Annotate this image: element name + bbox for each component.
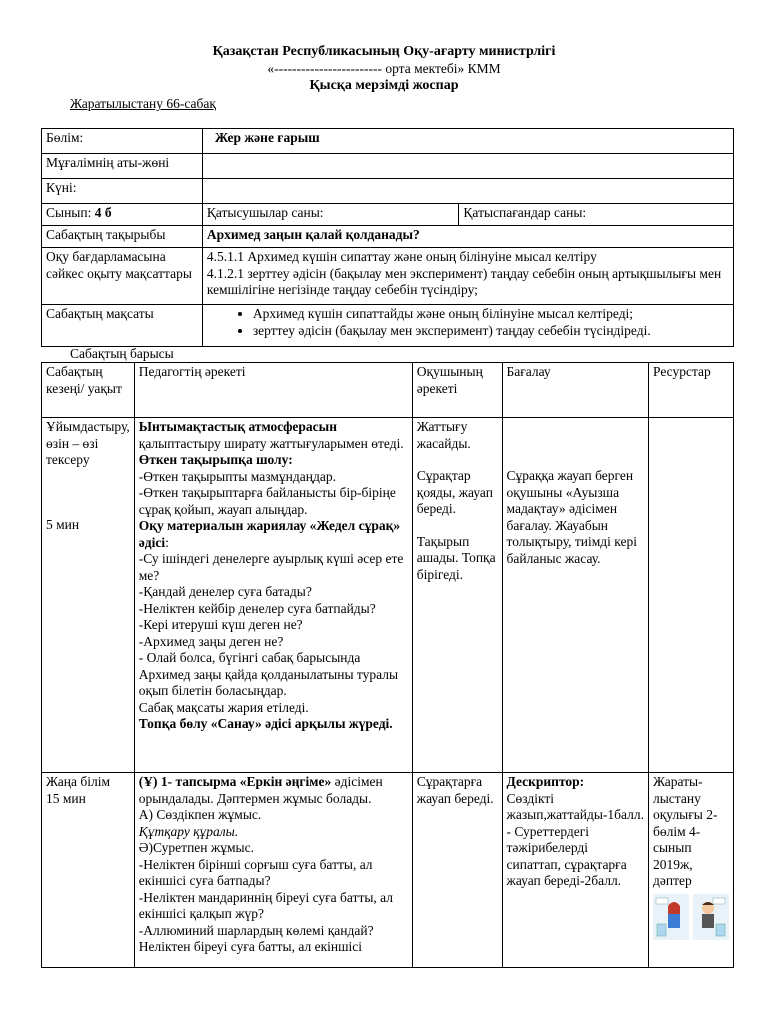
document-title: Қысқа мерзімді жоспар (309, 78, 459, 93)
class-value: 4 б (94, 205, 112, 220)
teacher-activity (134, 773, 412, 968)
teacher-label: Мұғалімнің аты-жөні (42, 154, 203, 179)
question-text: -Су ішіндегі денелерге ауырлық күші әсер ете ме? (138, 551, 404, 583)
student-activity (412, 418, 502, 773)
stage-cell (42, 773, 135, 968)
assessment (502, 418, 648, 773)
col-stage: Сабақтың кезеңі/ уақыт (42, 363, 135, 418)
question-text: -Неліктен кейбір денелер суға батпайды? (138, 600, 376, 616)
present-label: Қатысушылар саны: (202, 204, 459, 226)
activity-text: Құтқару құралы. (138, 823, 239, 839)
resources (648, 418, 733, 773)
activity-text: -Өткен тақырыпты мазмұндаңдар. (138, 468, 336, 484)
stage-name: Ұйымдастыру, өзін – өзі тексеру (46, 419, 130, 467)
activity-text: Ә)Суретпен жұмыс. (138, 840, 254, 855)
col-student: Оқушының әрекеті (412, 363, 502, 418)
teacher-value (202, 154, 733, 179)
aim-item: • зерттеу әдісін (бақылау мен эксперимент) таңдау себебін түсіндіреді. (253, 323, 729, 340)
boy-figure-icon (693, 894, 729, 940)
activity-text: қалыптастыру ширату жаттығуларымен өтеді. (138, 435, 404, 451)
activity-text: А) Сөздікпен жұмыс. (138, 807, 262, 822)
activity-heading: Өткен тақырыпқа шолу: (138, 452, 293, 467)
assessment-text: Сұраққа жауап берген оқушыны «Ауызша мадақтау» әдісімен бағалау. Жауабын толықтыру, тиімді кері байланыс жасау. (506, 468, 637, 566)
descriptor-text: Сөздікті жазып,жаттайды-1балл. (506, 790, 644, 822)
aim-label: Сабақтың мақсаты (42, 305, 203, 347)
student-text: Сұрақтар қояды, жауап береді. (416, 468, 493, 516)
activity-text: Сабақ мақсаты жария етіледі. (138, 699, 309, 715)
assessment (502, 773, 648, 968)
question-text: -Архимед заңы деген не? (138, 633, 284, 649)
question-text: -Неліктен бірінші сорғыш суға батты, ал екіншісі суға батпады? (138, 856, 373, 888)
lesson-number: Жаратылыстану 66-сабақ (70, 96, 216, 111)
resources (648, 773, 733, 968)
teacher-activity (134, 418, 412, 773)
lesson-flow-title: Сабақтың барысы (70, 346, 174, 361)
resources-text: Жараты-лыстану оқулығы 2-бөлім 4-сынып 2019ж, дәптер (652, 774, 718, 888)
lesson-info-table (41, 128, 734, 347)
student-text: Сұрақтарға жауап береді. (416, 774, 494, 806)
descriptor-text: - Суреттердегі тәжірибелерді сипаттап, сұрақтарға жауап береді-2балл. (506, 823, 627, 888)
section-label: Бөлім: (42, 129, 203, 154)
stage-name: Жаңа білім (46, 774, 110, 789)
topic-value: Архимед заңын қалай қолданады? (202, 226, 733, 248)
school-name: «------------------------ орта мектебі» КММ (267, 61, 501, 76)
topic-label: Сабақтың тақырыбы (42, 226, 203, 248)
date-label: Күні: (42, 179, 203, 204)
experiment-illustration (653, 894, 729, 940)
objective-item: 4.1.2.1 зерттеу әдісін (бақылау мен эксперимент) таңдау себебін оның артықшылығы мен кемшілігіне негізінде таңдау себебін түсіндіру; (206, 265, 722, 297)
activity-heading: (Ұ) 1- тапсырма «Еркін әңгіме» әдісімен орындалады. Дәптермен жұмыс болады. (138, 774, 383, 806)
question-text: -Қандай денелер суға батады? (138, 584, 312, 599)
stage-time: 5 мин (46, 516, 80, 532)
student-activity (412, 773, 502, 968)
aim-item: • Архимед күшін сипаттайды және оның білінуіне мысал келтіреді; (253, 306, 729, 323)
objectives-value (202, 248, 733, 305)
activity-heading: Топқа бөлу «Санау» әдісі арқылы жүреді. (138, 716, 393, 731)
question-text: -Кері итеруші күш деген не? (138, 617, 303, 632)
section-value: Жер және ғарыш (202, 129, 733, 154)
date-value (202, 179, 733, 204)
question-text: - Олай болса, бүгінгі сабақ барысында Архимед заңы қайда қолданылатыны туралы оқып білетін боласыңдар. (138, 650, 399, 698)
aim-value (202, 305, 733, 347)
activity-heading: Ынтымақтастық атмосферасын (138, 419, 337, 434)
class-cell: Сынып: 4 б (42, 204, 203, 226)
question-text: -Аллюминий шарлардың көлемі қандай? Неліктен біреуі суға батты, ал екіншісі (138, 922, 374, 954)
descriptor-label: Дескриптор: (506, 774, 585, 789)
objective-item: 4.5.1.1 Архимед күшін сипаттау және оның білінуіне мысал келтіру (206, 249, 597, 264)
lesson-flow-table (41, 362, 734, 968)
col-teacher: Педагогтің әрекеті (134, 363, 412, 418)
activity-heading: Оқу материалын жариялау «Жедел сұрақ» әдісі: (138, 518, 401, 550)
activity-text: -Өткен тақырыптарға байланысты бір-біріңе сұрақ қойып, жауап алыңдар. (138, 485, 396, 517)
stage-cell (42, 418, 135, 773)
objectives-label: Оқу бағдарламасына сәйкес оқыту мақсаттары (42, 248, 203, 305)
absent-label: Қатыспағандар саны: (459, 204, 734, 226)
girl-figure-icon (653, 894, 689, 940)
student-text: Тақырып ашады. Топқа бірігеді. (416, 533, 496, 582)
ministry-title: Қазақстан Республикасының Оқу-ағарту министрлігі (212, 44, 556, 59)
stage-time: 15 мин (46, 790, 86, 806)
col-resources: Ресурстар (648, 363, 733, 418)
question-text: -Неліктен мандариннің біреуі суға батты, ал екіншісі қалқып жүр? (138, 889, 394, 921)
student-text: Жаттығу жасайды. (416, 419, 471, 451)
col-assess: Бағалау (502, 363, 648, 418)
